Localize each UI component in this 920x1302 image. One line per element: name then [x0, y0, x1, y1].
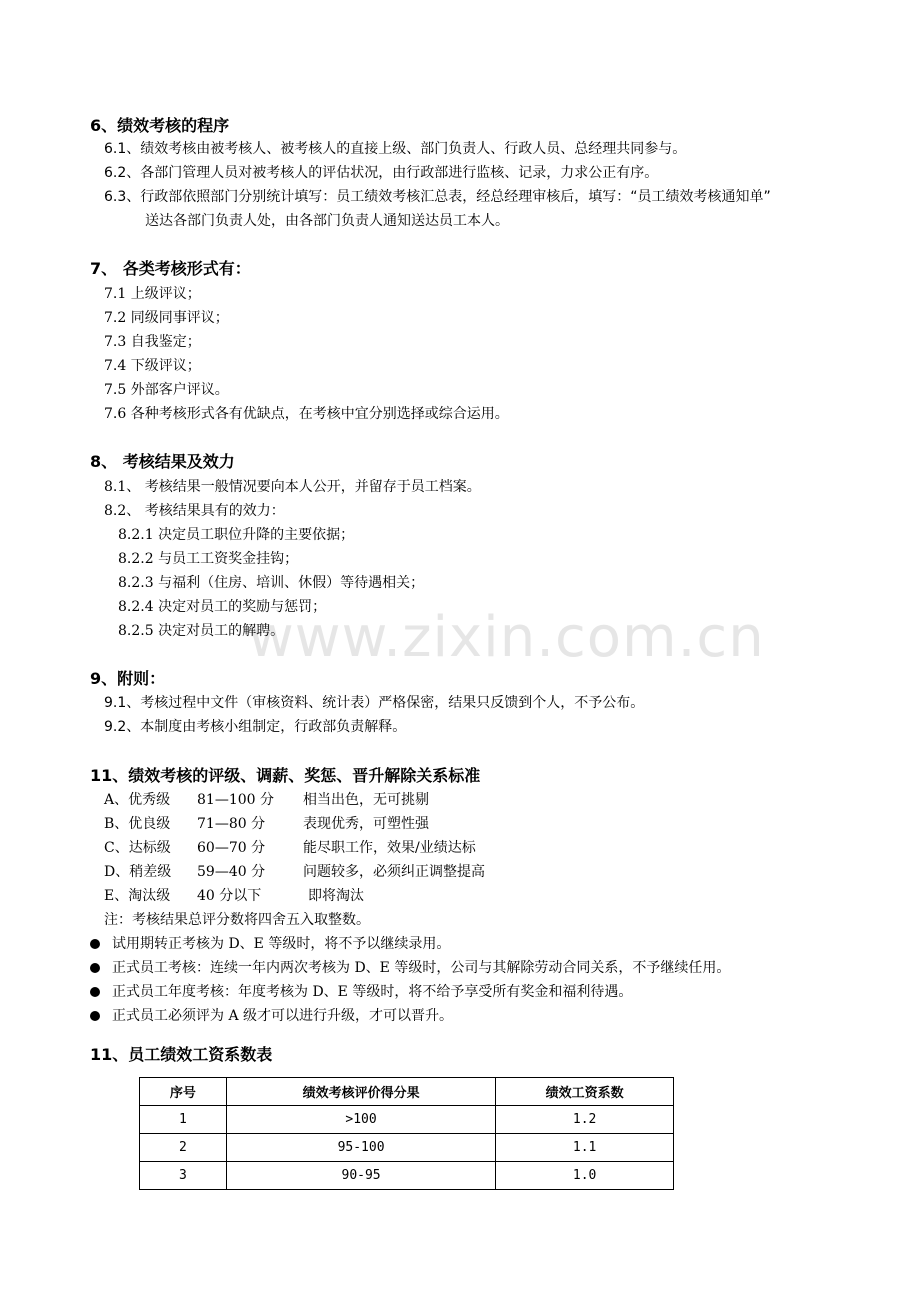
section-8-sub-4: 8.2.4 决定对员工的奖励与惩罚； [118, 599, 327, 615]
section-8-heading: 8、 考核结果及效力 [90, 452, 235, 471]
section-7-item-6: 7.6 各种考核形式各有优缺点，在考核中宜分别选择或综合运用。 [104, 406, 509, 422]
grade-desc: 能尽职工作，效果/业绩达标 [303, 840, 476, 856]
section-7-item-4: 7.4 下级评议； [104, 358, 201, 374]
section-9-item-1: 9.1、考核过程中文件（审核资料、统计表）严格保密，结果只反馈到个人，不予公布。 [104, 695, 645, 711]
section-11-grading-heading: 11、绩效考核的评级、调薪、奖惩、晋升解除关系标准 [90, 766, 481, 785]
bullet-icon [90, 963, 100, 973]
cell-index: 1 [140, 1106, 227, 1134]
watermark: www.zixin.com.cn [248, 605, 765, 670]
section-8-sub-1: 8.2.1 决定员工职位升降的主要依据； [118, 527, 355, 543]
header-index: 序号 [140, 1078, 227, 1106]
cell-coefficient: 1.0 [496, 1162, 674, 1190]
section-7-item-5: 7.5 外部客户评议。 [104, 382, 229, 398]
section-8-item-1: 8.1、 考核结果一般情况要向本人公开，并留存于员工档案。 [104, 479, 481, 495]
grade-level: B、优良级 [104, 816, 171, 832]
cell-index: 3 [140, 1162, 227, 1190]
section-8-item-2: 8.2、 考核结果具有的效力： [104, 503, 285, 519]
rule-item-1: 试用期转正考核为 D、E 等级时，将不予以继续录用。 [112, 936, 451, 952]
section-9-heading: 9、附则： [90, 669, 166, 688]
section-6-item-3: 6.3、行政部依照部门分别统计填写：员工绩效考核汇总表，经总经理审核后，填写：“员工绩效考核通知单” [104, 189, 771, 205]
cell-coefficient: 1.2 [496, 1106, 674, 1134]
bullet-icon [90, 987, 100, 997]
rule-item-3: 正式员工年度考核：年度考核为 D、E 等级时，将不给予享受所有奖金和福利待遇。 [112, 984, 633, 1000]
section-7-item-1: 7.1 上级评议； [104, 286, 201, 302]
grade-desc: 表现优秀，可塑性强 [303, 816, 429, 832]
section-7-item-2: 7.2 同级同事评议； [104, 310, 229, 326]
grade-level: A、优秀级 [104, 792, 171, 808]
section-6-item-3-cont: 送达各部门负责人处，由各部门负责人通知送达员工本人。 [145, 213, 509, 229]
grade-desc: 问题较多，必须纠正调整提高 [303, 864, 485, 880]
grade-level: E、淘汰级 [104, 888, 171, 904]
section-8-sub-5: 8.2.5 决定对员工的解聘。 [118, 623, 285, 639]
section-6-heading: 6、绩效考核的程序 [90, 116, 230, 135]
section-8-sub-2: 8.2.2 与员工工资奖金挂钩； [118, 551, 299, 567]
header-score: 绩效考核评价得分果 [226, 1078, 495, 1106]
section-6-item-2: 6.2、各部门管理人员对被考核人的评估状况，由行政部进行监核、记录，力求公正有序。 [104, 165, 659, 181]
bullet-icon [90, 939, 100, 949]
grade-range: 71—80 分 [197, 816, 266, 832]
table-row [140, 1162, 674, 1190]
grade-level: D、稍差级 [104, 864, 172, 880]
grading-note: 注：考核结果总评分数将四舍五入取整数。 [104, 912, 370, 928]
rule-item-4: 正式员工必须评为 A 级才可以进行升级，才可以晋升。 [112, 1008, 454, 1024]
section-6-item-1: 6.1、绩效考核由被考核人、被考核人的直接上级、部门负责人、行政人员、总经理共同参与。 [104, 141, 687, 157]
table-row [140, 1134, 674, 1162]
bullet-icon [90, 1011, 100, 1021]
section-8-sub-3: 8.2.3 与福利（住房、培训、休假）等待遇相关； [118, 575, 425, 591]
section-9-item-2: 9.2、本制度由考核小组制定，行政部负责解释。 [104, 719, 407, 735]
grade-desc: 相当出色，无可挑剔 [303, 792, 429, 808]
cell-score: 90-95 [226, 1162, 495, 1190]
section-11-table-heading: 11、员工绩效工资系数表 [90, 1045, 273, 1064]
grade-range: 81—100 分 [197, 792, 274, 808]
grade-range: 60—70 分 [197, 840, 266, 856]
grade-range: 59—40 分 [197, 864, 266, 880]
grade-range: 40 分以下 [197, 888, 262, 904]
table-header-row [140, 1078, 674, 1106]
cell-index: 2 [140, 1134, 227, 1162]
cell-coefficient: 1.1 [496, 1134, 674, 1162]
grade-level: C、达标级 [104, 840, 171, 856]
section-7-item-3: 7.3 自我鉴定； [104, 334, 201, 350]
salary-coefficient-table [139, 1077, 674, 1190]
rule-item-2: 正式员工考核：连续一年内两次考核为 D、E 等级时，公司与其解除劳动合同关系，不予继续任用。 [112, 960, 731, 976]
header-coefficient: 绩效工资系数 [496, 1078, 674, 1106]
section-7-heading: 7、 各类考核形式有： [90, 259, 251, 278]
grade-desc: 即将淘汰 [308, 888, 364, 904]
table-row [140, 1106, 674, 1134]
cell-score: >100 [226, 1106, 495, 1134]
cell-score: 95-100 [226, 1134, 495, 1162]
